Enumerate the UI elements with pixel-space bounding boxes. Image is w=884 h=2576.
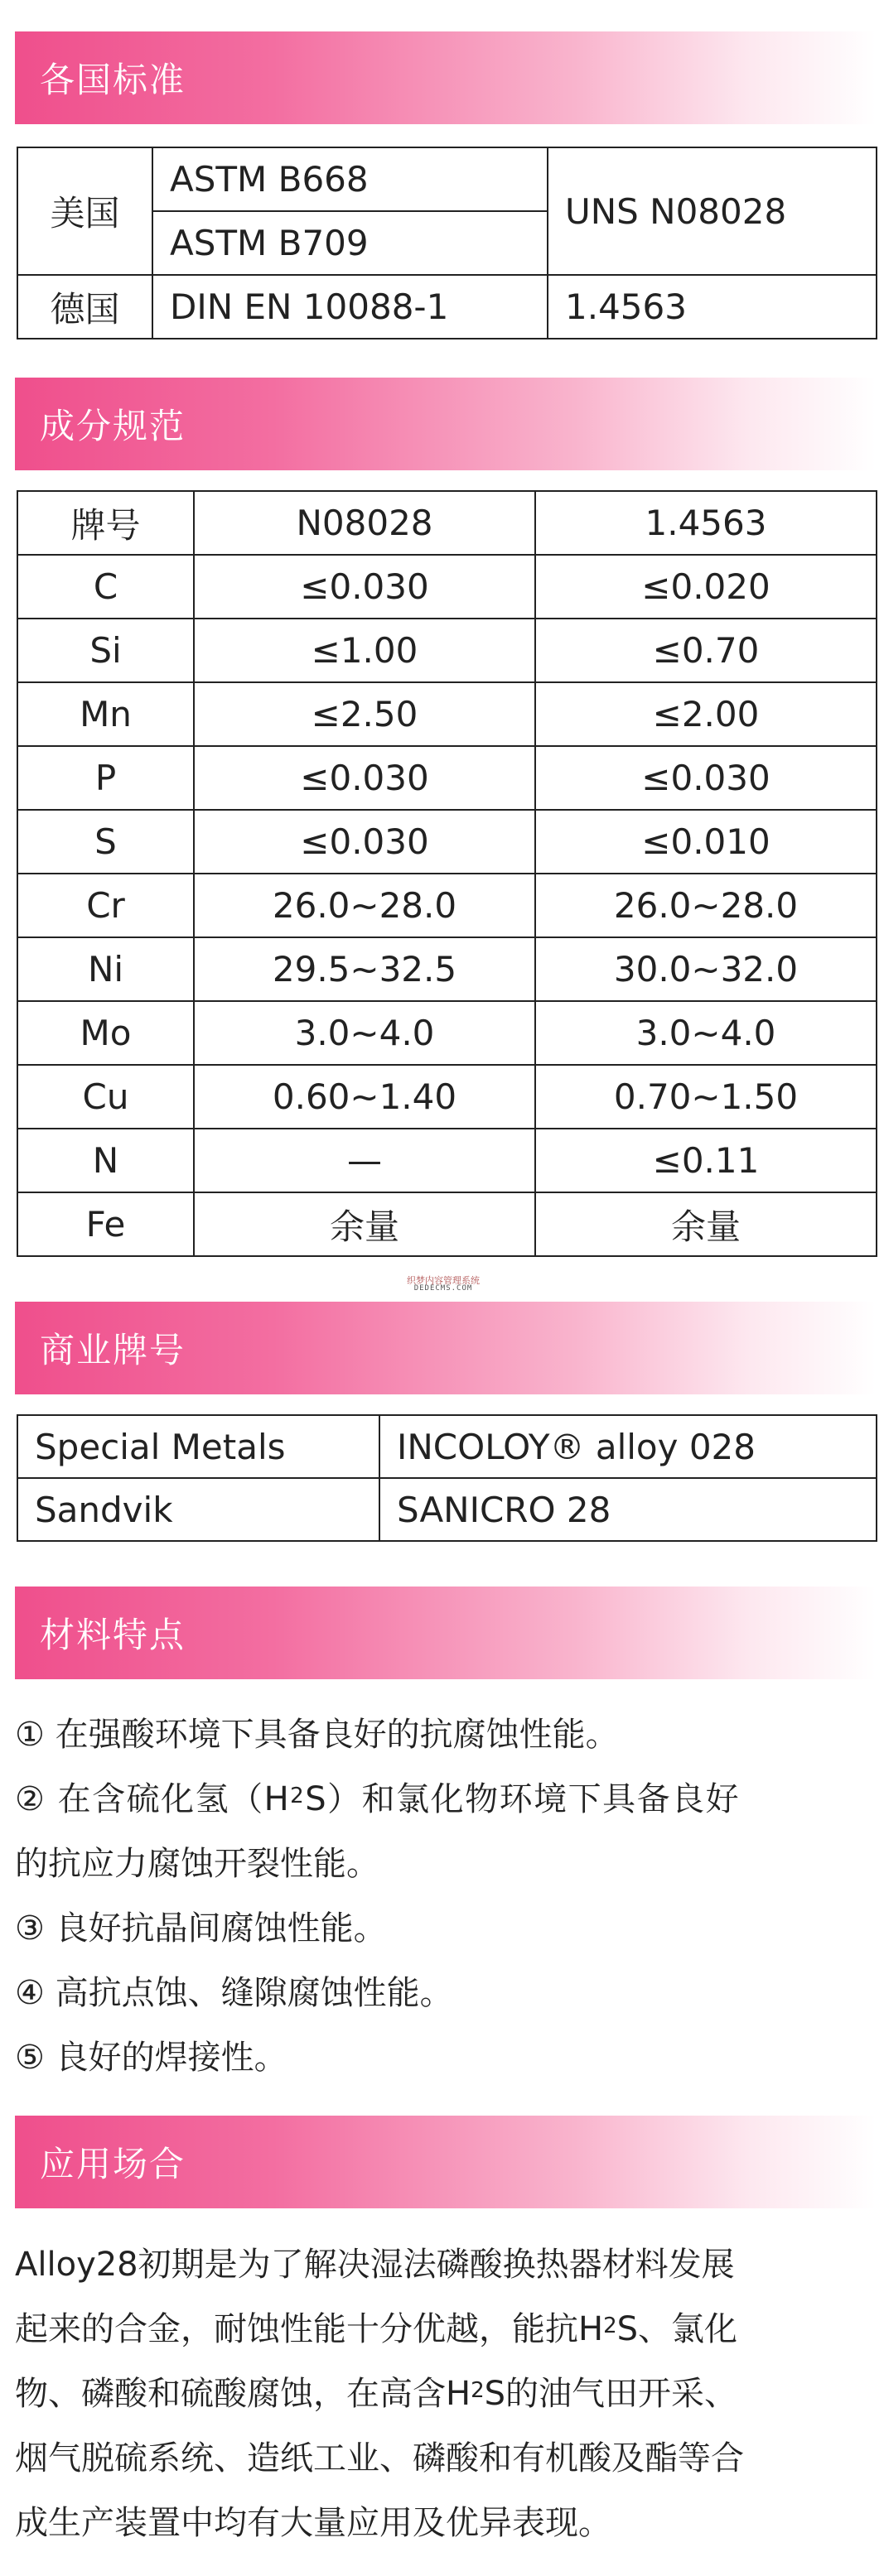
section-banner-standards	[15, 31, 876, 124]
table-row	[17, 147, 877, 211]
section-title: 商业牌号	[40, 1330, 186, 1370]
table-row	[17, 682, 877, 746]
section-title: 各国标准	[40, 60, 186, 100]
section-title: 应用场合	[40, 2144, 186, 2184]
number-cell: 1.4563	[548, 275, 877, 339]
value-cell: 26.0~28.0	[194, 874, 535, 937]
trade-name-table	[17, 1414, 877, 1542]
spec-cell: DIN EN 10088-1	[152, 275, 548, 339]
table-row	[17, 1001, 877, 1065]
table-row	[17, 555, 877, 619]
composition-table	[17, 490, 877, 1257]
table-row	[17, 1065, 877, 1129]
value-cell: 3.0~4.0	[535, 1001, 877, 1065]
country-cell: 德国	[17, 275, 152, 339]
features-list	[15, 1699, 876, 2087]
section-banner-trade	[15, 1302, 876, 1394]
element-cell: C	[17, 555, 194, 619]
table-row	[17, 1129, 877, 1192]
element-cell: Ni	[17, 937, 194, 1001]
table-row	[17, 937, 877, 1001]
feature-item: ⑤ 良好的焊接性。	[15, 2038, 287, 2077]
feature-item: ④ 高抗点蚀、缝隙腐蚀性能。	[15, 1973, 453, 2012]
element-cell: Mo	[17, 1001, 194, 1065]
value-cell: —	[194, 1129, 535, 1192]
header-cell: 1.4563	[535, 491, 877, 555]
uns-cell: UNS N08028	[548, 147, 877, 275]
feature-item-continued: 的抗应力腐蚀开裂性能。	[15, 1844, 379, 1883]
table-row	[17, 619, 877, 682]
table-row	[17, 874, 877, 937]
value-cell: ≤0.030	[535, 746, 877, 810]
standards-table	[17, 147, 877, 339]
watermark-logo	[398, 1276, 489, 1293]
header-cell: N08028	[194, 491, 535, 555]
value-cell: 0.70~1.50	[535, 1065, 877, 1129]
spec-cell: ASTM B709	[152, 211, 548, 275]
table-header-row	[17, 491, 877, 555]
element-cell: Cr	[17, 874, 194, 937]
paragraph-line: 烟气脱硫系统、造纸工业、磷酸和有机酸及酯等合	[15, 2439, 744, 2477]
value-cell: ≤2.50	[194, 682, 535, 746]
table-row	[17, 810, 877, 874]
feature-item: ① 在强酸环境下具备良好的抗腐蚀性能。	[15, 1715, 619, 1754]
value-cell: ≤0.010	[535, 810, 877, 874]
value-cell: ≤0.11	[535, 1129, 877, 1192]
value-cell: 余量	[194, 1192, 535, 1256]
header-cell: 牌号	[17, 491, 194, 555]
spec-cell: ASTM B668	[152, 147, 548, 211]
trade-name-cell: INCOLOY® alloy 028	[379, 1415, 877, 1478]
value-cell: 29.5~32.5	[194, 937, 535, 1001]
table-row	[17, 1192, 877, 1256]
element-cell: Fe	[17, 1192, 194, 1256]
section-banner-features	[15, 1587, 876, 1679]
value-cell: ≤2.00	[535, 682, 877, 746]
section-banner-composition	[15, 378, 876, 470]
element-cell: Mn	[17, 682, 194, 746]
value-cell: ≤0.020	[535, 555, 877, 619]
element-cell: Si	[17, 619, 194, 682]
section-title: 材料特点	[40, 1615, 186, 1655]
trade-name-cell: SANICRO 28	[379, 1478, 877, 1541]
value-cell: ≤1.00	[194, 619, 535, 682]
table-row	[17, 1478, 877, 1541]
element-cell: Cu	[17, 1065, 194, 1129]
paragraph-line: Alloy28初期是为了解决湿法磷酸换热器材料发展	[15, 2245, 735, 2284]
value-cell: 0.60~1.40	[194, 1065, 535, 1129]
element-cell: P	[17, 746, 194, 810]
applications-paragraph	[15, 2229, 876, 2552]
company-cell: Sandvik	[17, 1478, 379, 1541]
paragraph-line: 起来的合金，耐蚀性能十分优越，能抗H 2 S、氯化	[15, 2309, 738, 2348]
feature-item: ③ 良好抗晶间腐蚀性能。	[15, 1909, 387, 1948]
value-cell: 26.0~28.0	[535, 874, 877, 937]
table-row	[17, 1415, 877, 1478]
value-cell: 余量	[535, 1192, 877, 1256]
element-cell: N	[17, 1129, 194, 1192]
value-cell: ≤0.030	[194, 810, 535, 874]
section-title: 成分规范	[40, 406, 186, 446]
country-cell: 美国	[17, 147, 152, 275]
value-cell: ≤0.030	[194, 555, 535, 619]
company-cell: Special Metals	[17, 1415, 379, 1478]
value-cell: 30.0~32.0	[535, 937, 877, 1001]
watermark-text: 织梦内容管理系统	[407, 1275, 480, 1286]
value-cell: 3.0~4.0	[194, 1001, 535, 1065]
table-row	[17, 275, 877, 339]
value-cell: ≤0.70	[535, 619, 877, 682]
feature-item: ② 在含硫化氢（H 2 S）和氯化物环境下具备良好	[15, 1779, 741, 1818]
section-banner-applications	[15, 2116, 876, 2208]
watermark-url: DEDECMS.COM	[413, 1284, 473, 1293]
paragraph-line: 成生产装置中均有大量应用及优异表现。	[15, 2503, 611, 2542]
paragraph-line: 物、磷酸和硫酸腐蚀，在高含H 2 S的油气田开采、	[15, 2374, 738, 2413]
value-cell: ≤0.030	[194, 746, 535, 810]
table-row	[17, 746, 877, 810]
element-cell: S	[17, 810, 194, 874]
